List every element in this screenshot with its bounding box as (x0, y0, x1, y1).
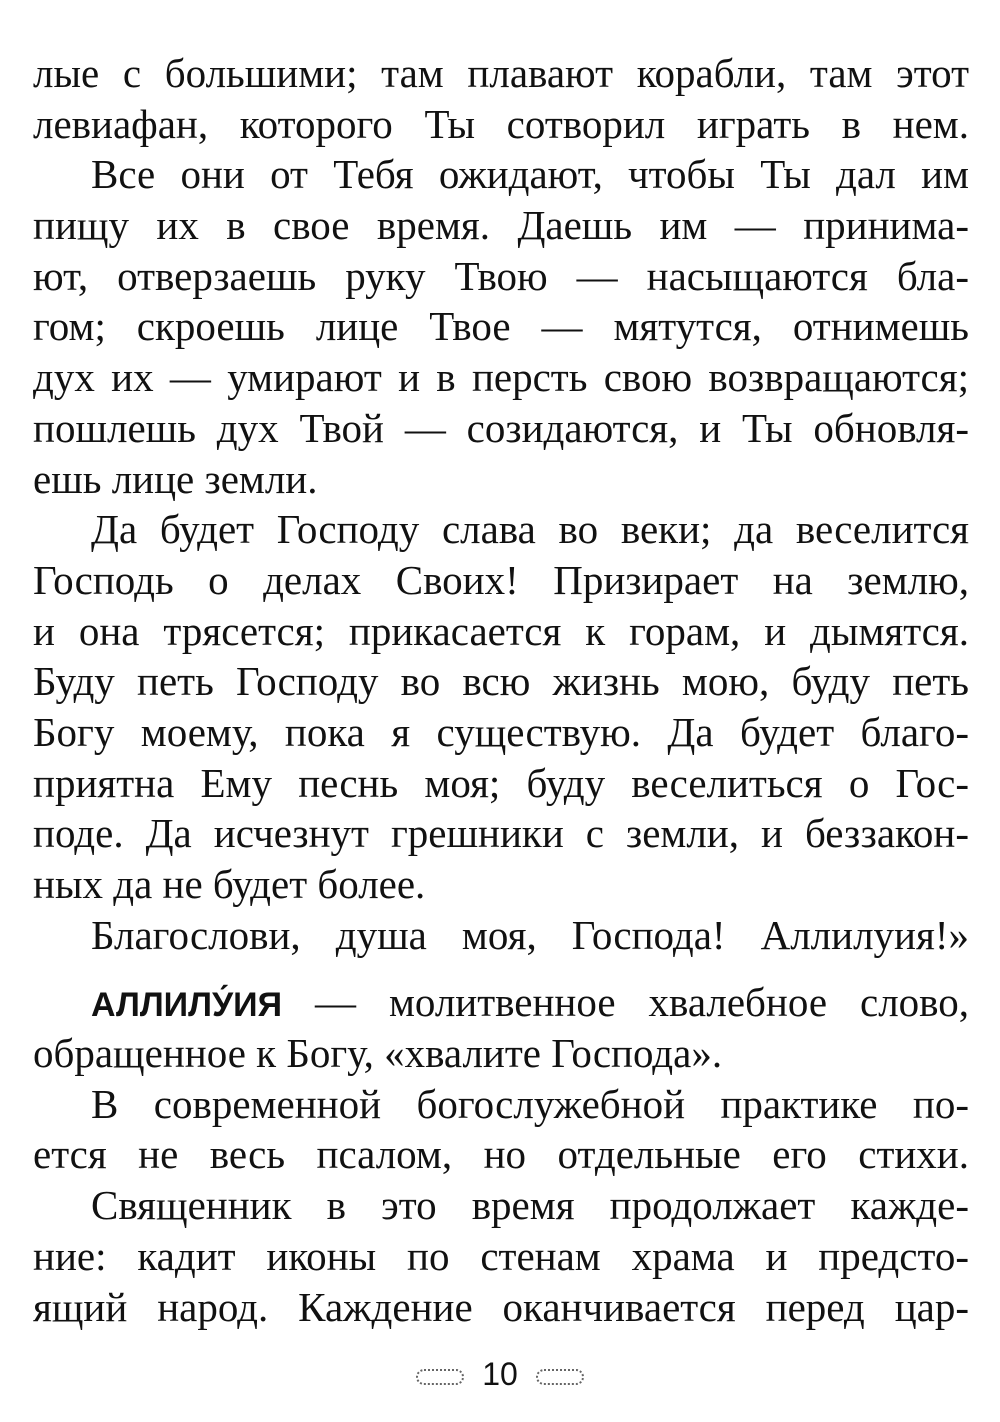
text-line: ных да не будет более. (33, 861, 426, 907)
page-number: 10 (482, 1356, 518, 1392)
commentary-text (33, 1079, 969, 1332)
page-text (33, 48, 969, 1332)
text-line: и она трясется; прикасается к горам, и дымятся. (33, 607, 969, 654)
text-line: Да будет Господу слава во веки; да веселится (91, 506, 969, 553)
text-line: ние: кадит иконы по стенам храма и предсто- (33, 1232, 969, 1279)
text-line: лые с большими; там плавают корабли, там этот (33, 50, 969, 96)
text-line: Богу моему, пока я существую. Да будет благо- (33, 708, 969, 755)
definition-text: — молитвенное хвалебное слово, (314, 979, 969, 1026)
definition-second-line: обращенное к Богу, «хвалите Господа». (33, 1030, 723, 1077)
text-line: Все они от Тебя ожидают, чтобы Ты дал им (91, 151, 969, 198)
text-line: пошлешь дух Твой — созидаются, и Ты обновля- (33, 404, 969, 451)
page-footer (0, 1356, 1000, 1393)
text-line: пищу их в свое время. Даешь им — принима- (33, 202, 969, 249)
text-line: Благослови, душа моя, Господа! Аллилуия!» (91, 911, 969, 958)
psalm-text (33, 48, 969, 960)
definition-term: АЛЛИЛУ́ИЯ (91, 986, 283, 1025)
text-line: поде. Да исчезнут грешники с земли, и беззакон- (33, 810, 969, 857)
text-line: В современной богослужебной практике по- (91, 1080, 969, 1127)
text-line: ется не весь псалом, но отдельные его стихи. (33, 1131, 969, 1178)
ornament-right-icon (536, 1369, 584, 1385)
text-line: Буду петь Господу во всю жизнь мою, буду петь (33, 658, 969, 705)
text-line: дух их — умирают и в персть свою возвращаются; (33, 354, 969, 401)
text-line: ящий народ. Каждение оканчивается перед цар- (33, 1283, 969, 1330)
text-line: Священник в это время продолжает кажде- (91, 1182, 969, 1229)
text-line: ют, отверзаешь руку Твою — насыщаются бла- (33, 252, 969, 299)
text-line: Господь о делах Своих! Призирает на землю, (33, 556, 969, 603)
text-line: левиафан, которого Ты сотворил играть в нем. (33, 100, 969, 147)
section-gap (33, 960, 969, 977)
text-line: гом; скроешь лице Твое — мятутся, отнимешь (33, 303, 969, 350)
text-line: приятна Ему песнь моя; буду веселиться о Гос- (33, 759, 969, 806)
definition-first-line (33, 977, 969, 1028)
text-line: ешь лице земли. (33, 455, 318, 502)
ornament-left-icon (416, 1369, 464, 1385)
